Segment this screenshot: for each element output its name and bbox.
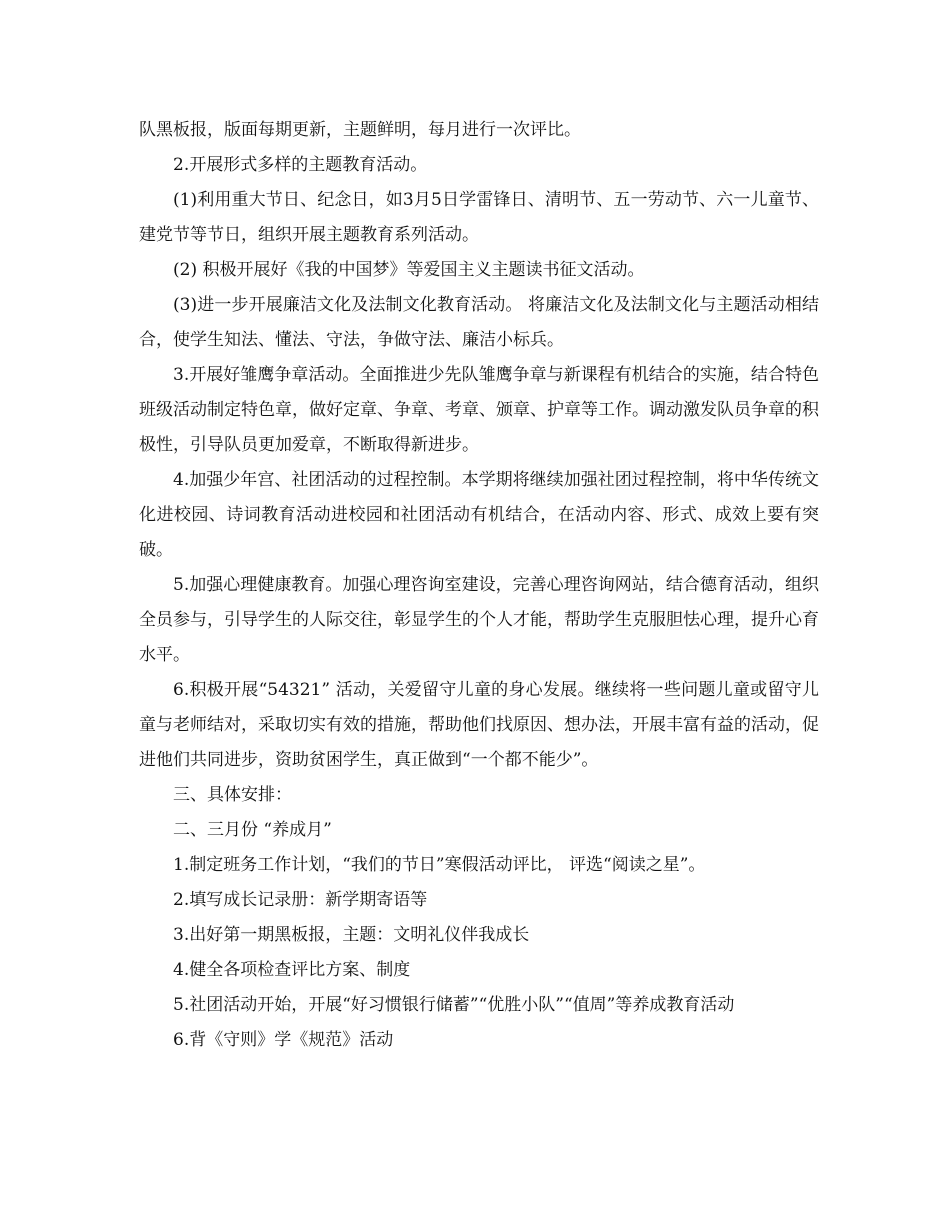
paragraph: (3)进一步开展廉洁文化及法制文化教育活动。 将廉洁文化及法制文化与主题活动相结合，使学生知法、懂法、守法，争做守法、廉洁小标兵。	[139, 295, 819, 350]
list-item: 1.制定班务工作计划，“我们的节日”寒假活动评比， 评选“阅读之星”。	[173, 855, 706, 875]
list-item: 6.背《守则》学《规范》活动	[173, 1030, 394, 1050]
paragraph: (2) 积极开展好《我的中国梦》等爱国主义主题读书征文活动。	[173, 260, 645, 280]
list-item: 4.健全各项检查评比方案、制度	[173, 960, 411, 980]
paragraph: (1)利用重大节日、纪念日，如3月5日学雷锋日、清明节、五一劳动节、六一儿童节、建党节等节日，组织开展主题教育系列活动。	[139, 190, 819, 245]
paragraph: 3.开展好雏鹰争章活动。全面推进少先队雏鹰争章与新课程有机结合的实施，结合特色班级活动制定特色章，做好定章、争章、考章、颁章、护章等工作。调动激发队员争章的积极性，引导队员更加爱章，不断取得新进步。	[139, 365, 819, 455]
paragraph: 4.加强少年宫、社团活动的过程控制。本学期将继续加强社团过程控制，将中华传统文化进校园、诗词教育活动进校园和社团活动有机结合，在活动内容、形式、成效上要有突破。	[139, 470, 819, 560]
paragraph: 2.开展形式多样的主题教育活动。	[173, 155, 428, 175]
list-item: 5.社团活动开始，开展“好习惯银行储蓄”“优胜小队”“值周”等养成教育活动	[173, 995, 735, 1015]
paragraph: 6.积极开展“54321” 活动，关爱留守儿童的身心发展。继续将一些问题儿童或留守儿童与老师结对，采取切实有效的措施，帮助他们找原因、想办法，开展丰富有益的活动，促进他们共同进步，资助贫困学生，真正做到“一个都不能少”。	[139, 680, 819, 770]
paragraph: 5.加强心理健康教育。加强心理咨询室建设，完善心理咨询网站，结合德育活动，组织全员参与，引导学生的人际交往，彰显学生的个人才能，帮助学生克服胆怯心理，提升心育水平。	[139, 575, 819, 665]
list-item: 3.出好第一期黑板报，主题：文明礼仪伴我成长	[173, 925, 530, 945]
subsection-heading: 二、三月份 “养成月”	[173, 820, 332, 840]
paragraph: 队黑板报，版面每期更新，主题鲜明，每月进行一次评比。	[139, 120, 581, 140]
list-item: 2.填写成长记录册：新学期寄语等	[173, 890, 428, 910]
document-body	[139, 113, 819, 1058]
section-heading: 三、具体安排：	[173, 785, 292, 805]
